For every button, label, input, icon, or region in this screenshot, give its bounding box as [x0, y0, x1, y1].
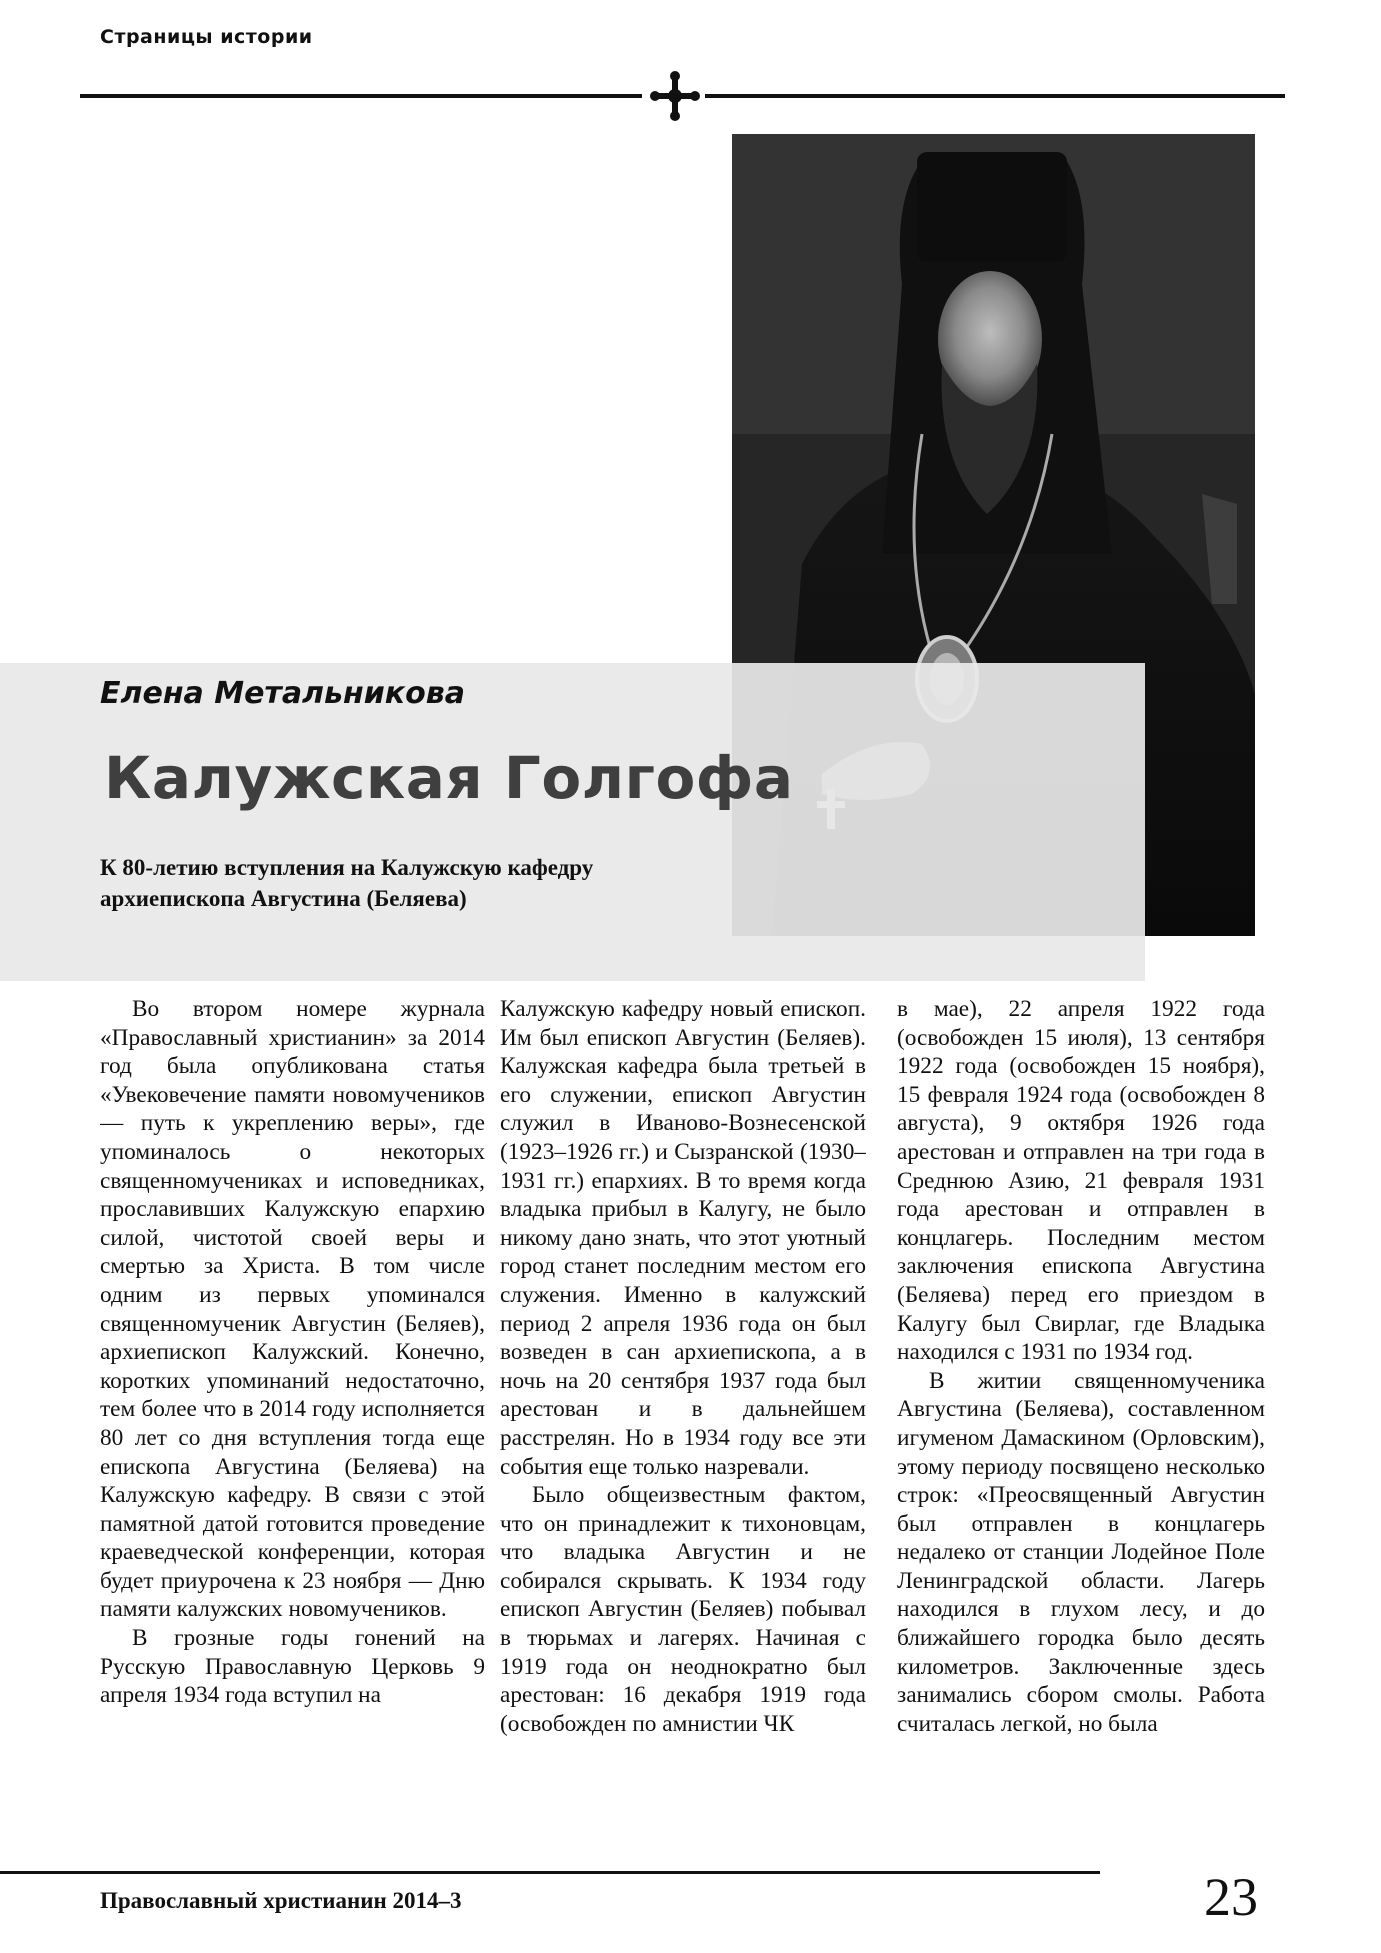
- header-rule-left: [80, 94, 642, 98]
- article-author: Елена Метальникова: [100, 676, 465, 711]
- text-column-1: [100, 995, 485, 1875]
- header-rule-right: [705, 94, 1285, 98]
- section-label: Страницы истории: [100, 26, 313, 48]
- article-subtitle: [100, 852, 700, 914]
- cross-ornament-icon: [645, 70, 705, 122]
- journal-name: Православный христианин 2014–3: [100, 1888, 462, 1913]
- paragraph: Во втором номере журнала «Православный христианин» за 2014 год была опубликована статья «Увековечение памяти новомучеников — путь к укреплению веры», где упоминалось о некоторых священномучениках и исповедниках, прославивших Калужскую епархию силой, чистотой своей веры и смертью за Христа. В том числе одним из первых упоминался священномученик Августин (Беляев), архиепископ Калужский. Конечно, коротких упоминаний недостаточно, тем более что в 2014 году исполняется 80 лет со дня вступления тогда еще епископа Августина (Беляева) на Калужскую кафедру. В связи с этой памятной датой готовится проведение краеведческой конференции, которая будет приурочена к 23 ноября — Дню памяти калужских новомучеников.: [100, 996, 485, 1623]
- footer-rule: [0, 1871, 1100, 1874]
- paragraph: В грозные годы гонений на Русскую Православную Церковь 9 апреля 1934 года вступил на: [100, 1625, 485, 1709]
- article-title: Калужская Голгофа: [104, 744, 794, 812]
- paragraph: В житии священномученика Августина (Беляева), составленном игуменом Дамаскином (Орловским), этому периоду посвящено несколько строк: «Преосвященный Августин был отправлен в концлагерь недалеко от станции Лодейное Поле Ленинградской области. Лагерь находился в глухом лесу, и до ближайшего городка было десять километров. Заключенные здесь занимались сбором смолы. Работа считалась легкой, но была: [897, 1367, 1265, 1737]
- paragraph: в мае), 22 апреля 1922 года (освобожден 15 июля), 13 сентября 1922 года (освобожден 15 ноября), 15 февраля 1924 года (освобожден 8 августа), 9 октября 1926 года арестован и отправлен на три года в Среднюю Азию, 21 февраля 1931 года арестован и отправлен в концлагерь. Последним местом заключения епископа Августина (Беляева) перед его приездом в Калугу был Свирлаг, где Владыка находился с 1931 по 1934 год.: [897, 996, 1265, 1366]
- subtitle-line: архиепископа Августина (Беляева): [100, 886, 467, 911]
- page-number: 23: [1204, 1867, 1258, 1927]
- text-column-2: [500, 995, 866, 1875]
- paragraph: Было общеизвестным фактом, что он принадлежит к тихоновцам, что владыка Августин и не собирался скрывать. К 1934 году епископ Августин (Беляев) побывал в тюрьмах и лагерях. Начиная с 1919 года он неоднократно был арестован: 16 декабря 1919 года (освобожден по амнистии ЧК: [500, 1482, 866, 1737]
- subtitle-line: К 80-летию вступления на Калужскую кафедру: [100, 855, 594, 880]
- paragraph: Калужскую кафедру новый епископ. Им был епископ Августин (Беляев). Калужская кафедра была третьей в его служении, епископ Августин служил в Иваново-Вознесенской (1923–1926 гг.) и Сызранской (1930–1931 гг.) епархиях. В то время когда владыка прибыл в Калугу, не было никому дано знать, что этот уютный город станет последним местом его служения. Именно в калужский период 2 апреля 1936 года он был возведен в сан архиепископа, а в ночь на 20 сентября 1937 года был арестован и в дальнейшем расстрелян. Но в 1934 году все эти события еще только назревали.: [500, 996, 866, 1480]
- text-column-3: [897, 995, 1265, 1875]
